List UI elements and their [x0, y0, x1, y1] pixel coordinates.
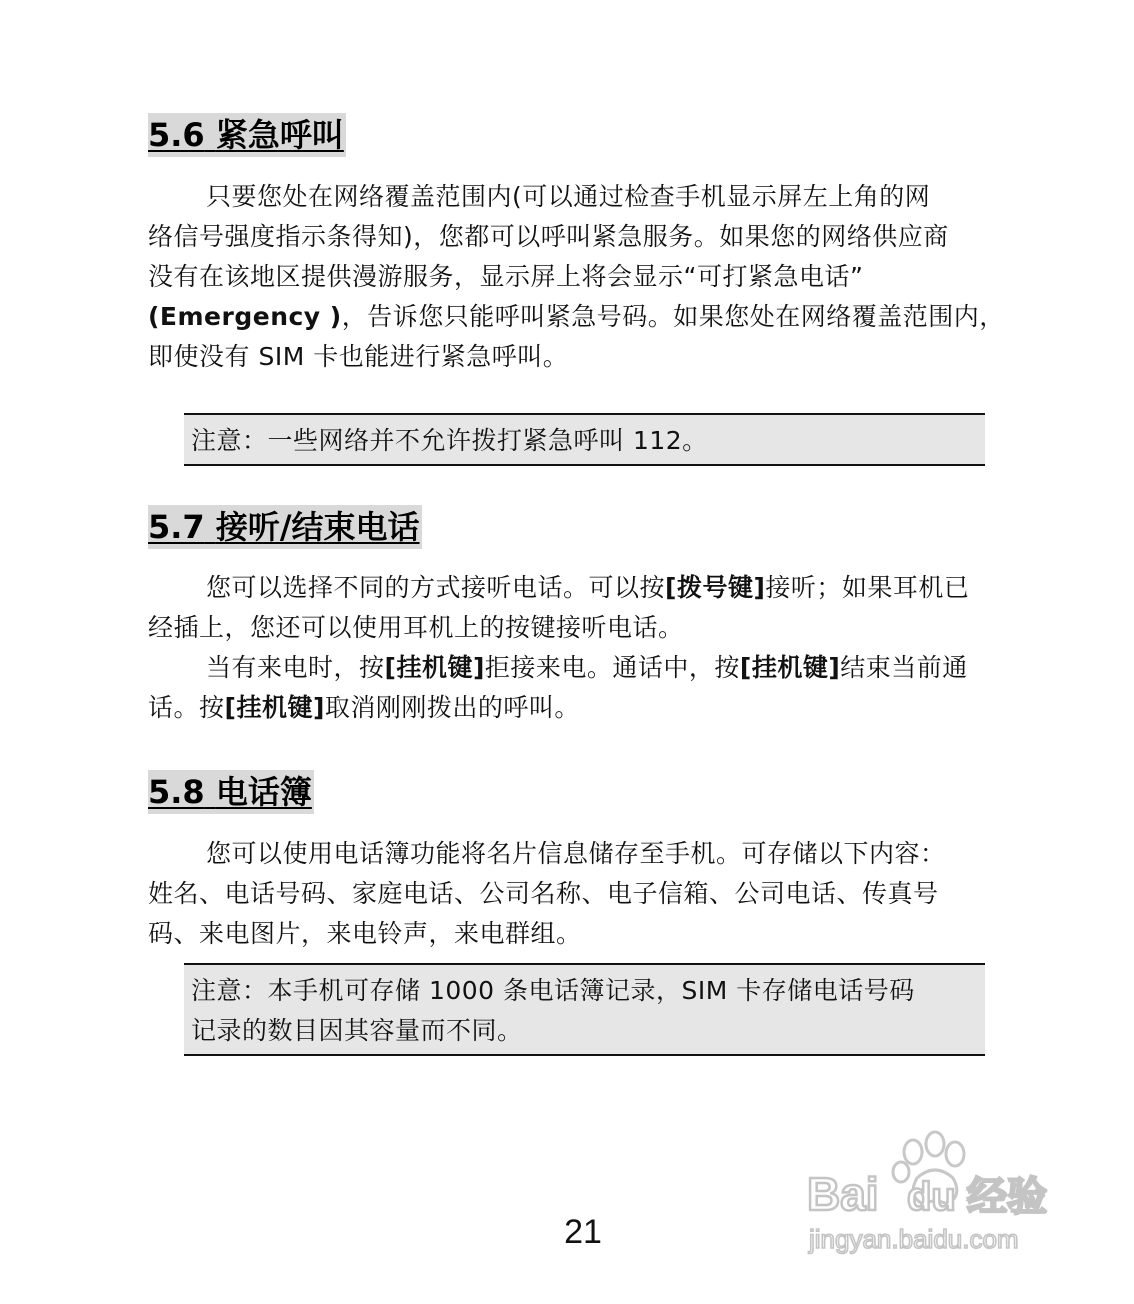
- section-title: 电话簿: [215, 773, 312, 811]
- hangup-key-label: [挂机键]: [224, 693, 325, 722]
- section-heading-5-6: [148, 113, 346, 157]
- text-line: 姓名、电话号码、家庭电话、公司名称、电子信箱、公司电话、传真号: [148, 879, 939, 908]
- note-text: 记录的数目因其容量而不同。: [191, 1016, 523, 1045]
- text-line: 经插上，您还可以使用耳机上的按键接听电话。: [148, 613, 684, 642]
- section-heading-5-8: [148, 770, 314, 814]
- section-heading-5-7: [148, 505, 422, 549]
- section-title: 紧急呼叫: [215, 116, 344, 154]
- text-line: 话。按[挂机键]取消刚刚拨出的呼叫。: [148, 693, 580, 722]
- section-5-6-paragraph: [148, 177, 1024, 377]
- section-number: 5.6: [148, 116, 205, 154]
- section-5-7-paragraph-2: [148, 648, 1024, 728]
- text-line: (Emergency )，告诉您只能呼叫紧急号码。如果您处在网络覆盖范围内，: [148, 302, 1005, 331]
- section-title: 接听/结束电话: [215, 508, 420, 546]
- dial-key-label: [拨号键]: [665, 573, 766, 602]
- baidu-jingyan-watermark: [805, 1130, 1065, 1260]
- svg-text:经验: 经验: [967, 1175, 1047, 1219]
- hangup-key-label: [挂机键]: [739, 653, 841, 682]
- text-line: 没有在该地区提供漫游服务，显示屏上将会显示“可打紧急电话”: [148, 262, 864, 291]
- hangup-key-label: [挂机键]: [384, 653, 485, 682]
- section-5-7-paragraph-1: [148, 568, 1024, 648]
- note-box-emergency: [184, 413, 985, 466]
- svg-text:Bai: Bai: [807, 1168, 879, 1220]
- text-line: 即使没有 SIM 卡也能进行紧急呼叫。: [148, 342, 569, 371]
- note-box-phonebook: [184, 963, 985, 1056]
- baidu-paw-logo-icon: [805, 1130, 1065, 1260]
- note-text: 注意：本手机可存储 1000 条电话簿记录，SIM 卡存储电话号码: [191, 976, 915, 1005]
- section-number: 5.7: [148, 508, 205, 546]
- svg-text:du: du: [907, 1175, 956, 1219]
- text-line: 码、来电图片，来电铃声，来电群组。: [148, 919, 582, 948]
- section-5-8-paragraph: [148, 834, 1024, 954]
- note-text: 注意：一些网络并不允许拨打紧急呼叫 112。: [191, 426, 708, 455]
- text-line: 您可以使用电话簿功能将名片信息储存至手机。可存储以下内容：: [206, 839, 946, 868]
- text-line: 只要您处在网络覆盖范围内(可以通过检查手机显示屏左上角的网: [206, 182, 931, 211]
- page-number: 21: [564, 1213, 602, 1251]
- section-number: 5.8: [148, 773, 205, 811]
- text-line: 络信号强度指示条得知)，您都可以呼叫紧急服务。如果您的网络供应商: [148, 222, 949, 251]
- text-line: 您可以选择不同的方式接听电话。可以按[拨号键]接听；如果耳机已: [206, 573, 970, 602]
- svg-text:jingyan.baidu.com: jingyan.baidu.com: [809, 1224, 1019, 1254]
- emergency-label: (Emergency ): [148, 302, 342, 331]
- text-line: 当有来电时，按[挂机键]拒接来电。通话中，按[挂机键]结束当前通: [206, 653, 968, 682]
